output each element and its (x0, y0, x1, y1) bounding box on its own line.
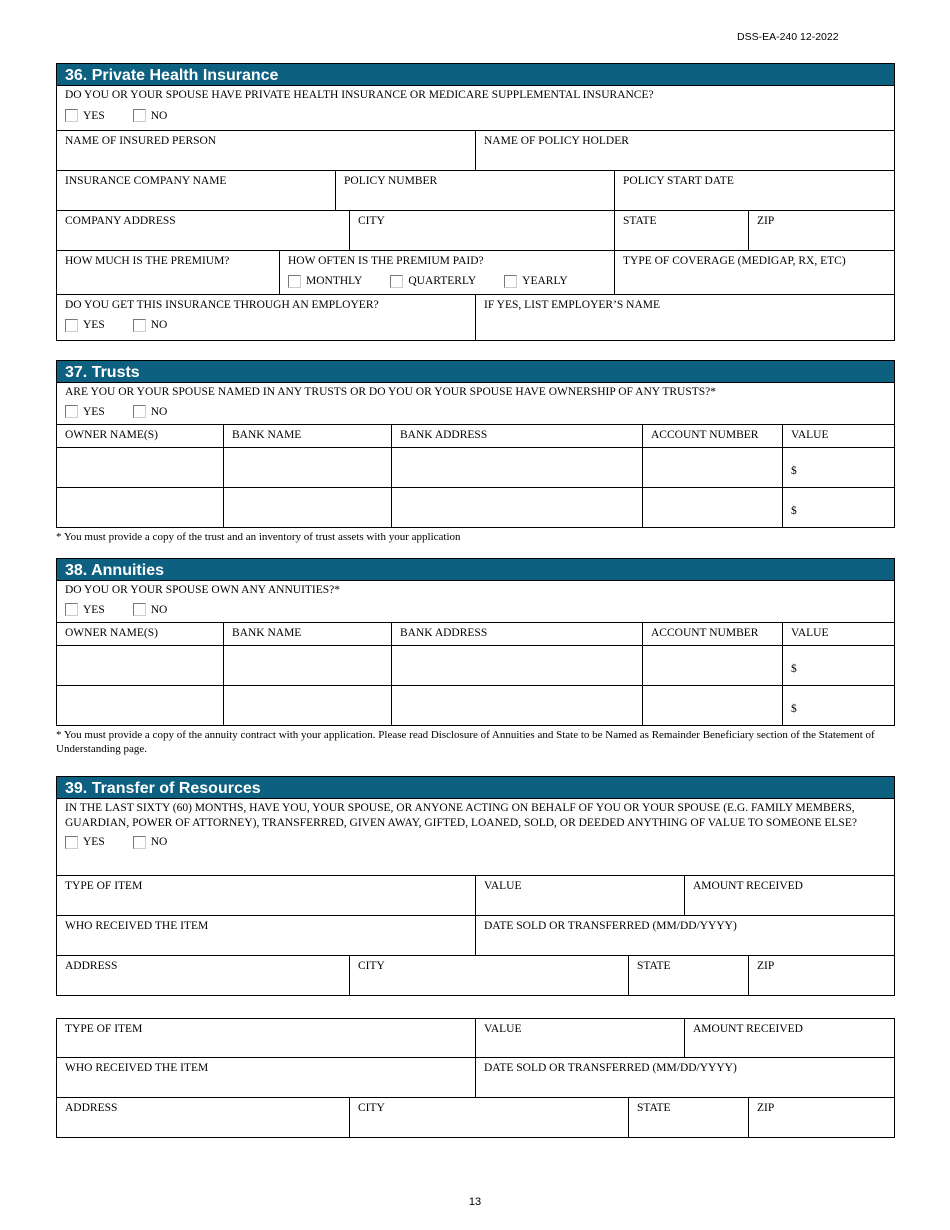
owner-name-input[interactable] (57, 448, 224, 487)
table-row (56, 488, 895, 528)
bank-address-input[interactable] (392, 686, 643, 725)
column-header: BANK ADDRESS (392, 623, 643, 645)
trusts-no-checkbox[interactable] (133, 405, 146, 418)
account-number-input[interactable] (643, 448, 783, 487)
trusts-note: * You must provide a copy of the trust and an inventory of trust assets with your application (56, 531, 461, 543)
section-annuities (56, 558, 895, 756)
transfer-no-checkbox[interactable] (133, 836, 146, 849)
yearly-checkbox[interactable] (504, 275, 517, 288)
transfer-no-option[interactable]: NO (133, 835, 168, 850)
column-header: OWNER NAME(S) (57, 425, 224, 447)
coverage-type-field[interactable]: TYPE OF COVERAGE (MEDIGAP, RX, ETC) (623, 255, 846, 267)
value-input[interactable]: $ (791, 663, 797, 675)
value-input[interactable]: $ (791, 465, 797, 477)
date-transferred-field[interactable]: DATE SOLD OR TRANSFERRED (MM/DD/YYYY) (484, 1062, 737, 1074)
insurance-question: DO YOU OR YOUR SPOUSE HAVE PRIVATE HEALTH INSURANCE OR MEDICARE SUPPLEMENTAL INSURANCE? (65, 89, 654, 101)
transfer-yes-option[interactable]: YES (65, 835, 105, 850)
company-address-field[interactable]: COMPANY ADDRESS (57, 211, 350, 250)
recipient-city-field[interactable]: CITY (350, 1098, 629, 1137)
column-header: ACCOUNT NUMBER (643, 623, 783, 645)
item-value-field[interactable]: VALUE (476, 1019, 685, 1057)
column-header: BANK NAME (224, 623, 392, 645)
column-header: VALUE (791, 429, 829, 441)
company-city-field[interactable]: CITY (350, 211, 615, 250)
table-row (56, 686, 895, 726)
annuities-no-option[interactable]: NO (133, 603, 168, 618)
owner-name-input[interactable] (57, 646, 224, 685)
annuities-table-header (56, 623, 895, 646)
annuities-yes-checkbox[interactable] (65, 603, 78, 616)
column-header: ACCOUNT NUMBER (643, 425, 783, 447)
transfer-question: IN THE LAST SIXTY (60) MONTHS, HAVE YOU, YOUR SPOUSE, OR ANYONE ACTING ON BEHALF OF YOU OR YOUR SPOUSE (E.G. FAMILY MEMBERS, GUARDIAN, POWER OF ATTORNEY), TRANSFERRED, GIVEN AWAY, GIFTED, LOANED, SOLD, OR DEEDED ANYTHING OF VALUE TO SOMEONE ELSE? (65, 802, 857, 829)
insurance-yes-checkbox[interactable] (65, 109, 78, 122)
policy-holder-field[interactable]: NAME OF POLICY HOLDER (484, 135, 629, 147)
recipient-address-field[interactable]: ADDRESS (57, 956, 350, 995)
annuities-note: * You must provide a copy of the annuity contract with your application. Please read Disclosure of Annuities and State to be Named as Remainder Beneficiary section of the Statement of Understanding page. (56, 729, 875, 755)
transfer-yes-checkbox[interactable] (65, 836, 78, 849)
yearly-option[interactable]: YEARLY (504, 274, 567, 288)
table-row (56, 646, 895, 686)
section-36-title: 36. Private Health Insurance (56, 63, 895, 86)
policy-start-date-field[interactable]: POLICY START DATE (623, 175, 734, 187)
annuities-question: DO YOU OR YOUR SPOUSE OWN ANY ANNUITIES?* (65, 584, 341, 596)
page-number: 13 (468, 1196, 482, 1208)
type-of-item-field[interactable]: TYPE OF ITEM (57, 1019, 476, 1057)
annuities-yes-option[interactable]: YES (65, 603, 105, 618)
bank-name-input[interactable] (224, 646, 392, 685)
item-value-field[interactable]: VALUE (476, 876, 685, 915)
insured-person-field[interactable]: NAME OF INSURED PERSON (57, 131, 476, 170)
quarterly-checkbox[interactable] (390, 275, 403, 288)
recipient-state-field[interactable]: STATE (629, 1098, 749, 1137)
employer-yes-option[interactable]: YES (65, 318, 105, 332)
premium-frequency-field: HOW OFTEN IS THE PREMIUM PAID? MONTHLY QUARTERLY YEARLY (280, 251, 615, 294)
type-of-item-field[interactable]: TYPE OF ITEM (57, 876, 476, 915)
amount-received-field[interactable]: AMOUNT RECEIVED (693, 880, 803, 892)
insurance-no-checkbox[interactable] (133, 109, 146, 122)
company-zip-field[interactable]: ZIP (757, 215, 775, 227)
employer-no-checkbox[interactable] (133, 319, 146, 332)
monthly-checkbox[interactable] (288, 275, 301, 288)
annuities-no-checkbox[interactable] (133, 603, 146, 616)
bank-address-input[interactable] (392, 448, 643, 487)
recipient-city-field[interactable]: CITY (350, 956, 629, 995)
who-received-field[interactable]: WHO RECEIVED THE ITEM (57, 916, 476, 955)
column-header: BANK ADDRESS (392, 425, 643, 447)
company-state-field[interactable]: STATE (615, 211, 749, 250)
who-received-field[interactable]: WHO RECEIVED THE ITEM (57, 1058, 476, 1097)
table-row (56, 448, 895, 488)
amount-received-field[interactable]: AMOUNT RECEIVED (693, 1023, 803, 1035)
recipient-address-field[interactable]: ADDRESS (57, 1098, 350, 1137)
section-private-health-insurance (56, 63, 895, 341)
owner-name-input[interactable] (57, 686, 224, 725)
premium-amount-field[interactable]: HOW MUCH IS THE PREMIUM? (57, 251, 280, 294)
insurance-company-field[interactable]: INSURANCE COMPANY NAME (57, 171, 336, 210)
date-transferred-field[interactable]: DATE SOLD OR TRANSFERRED (MM/DD/YYYY) (484, 920, 737, 932)
account-number-input[interactable] (643, 488, 783, 527)
quarterly-option[interactable]: QUARTERLY (390, 274, 476, 288)
recipient-zip-field[interactable]: ZIP (757, 960, 775, 972)
monthly-option[interactable]: MONTHLY (288, 274, 362, 288)
trusts-yes-checkbox[interactable] (65, 405, 78, 418)
section-37-title: 37. Trusts (56, 360, 895, 383)
employer-no-option[interactable]: NO (133, 318, 168, 332)
trusts-yes-option[interactable]: YES (65, 405, 105, 420)
column-header: VALUE (791, 627, 829, 639)
bank-address-input[interactable] (392, 488, 643, 527)
transfer-second-entry (56, 1018, 895, 1138)
section-trusts (56, 360, 895, 544)
recipient-state-field[interactable]: STATE (629, 956, 749, 995)
trusts-question: ARE YOU OR YOUR SPOUSE NAMED IN ANY TRUSTS OR DO YOU OR YOUR SPOUSE HAVE OWNERSHIP OF ANY TRUSTS?* (65, 386, 716, 398)
employer-name-field[interactable]: IF YES, LIST EMPLOYER’S NAME (484, 299, 661, 311)
column-header: OWNER NAME(S) (57, 623, 224, 645)
section-38-title: 38. Annuities (56, 558, 895, 581)
policy-number-field[interactable]: POLICY NUMBER (336, 171, 615, 210)
form-number: DSS-EA-240 12-2022 (737, 31, 839, 43)
section-39-title: 39. Transfer of Resources (56, 776, 895, 799)
trusts-no-option[interactable]: NO (133, 405, 168, 420)
insurance-yes-option[interactable]: YES (65, 109, 105, 124)
value-input[interactable]: $ (791, 505, 797, 517)
insurance-no-option[interactable]: NO (133, 109, 168, 124)
employer-yes-checkbox[interactable] (65, 319, 78, 332)
account-number-input[interactable] (643, 646, 783, 685)
trusts-table-header (56, 425, 895, 448)
value-input[interactable]: $ (791, 703, 797, 715)
bank-name-input[interactable] (224, 448, 392, 487)
owner-name-input[interactable] (57, 488, 224, 527)
column-header: BANK NAME (224, 425, 392, 447)
employer-insurance-question: DO YOU GET THIS INSURANCE THROUGH AN EMPLOYER? YES NO (57, 295, 476, 340)
account-number-input[interactable] (643, 686, 783, 725)
bank-name-input[interactable] (224, 686, 392, 725)
recipient-zip-field[interactable]: ZIP (757, 1102, 775, 1114)
bank-name-input[interactable] (224, 488, 392, 527)
section-transfer-of-resources (56, 776, 895, 996)
bank-address-input[interactable] (392, 646, 643, 685)
